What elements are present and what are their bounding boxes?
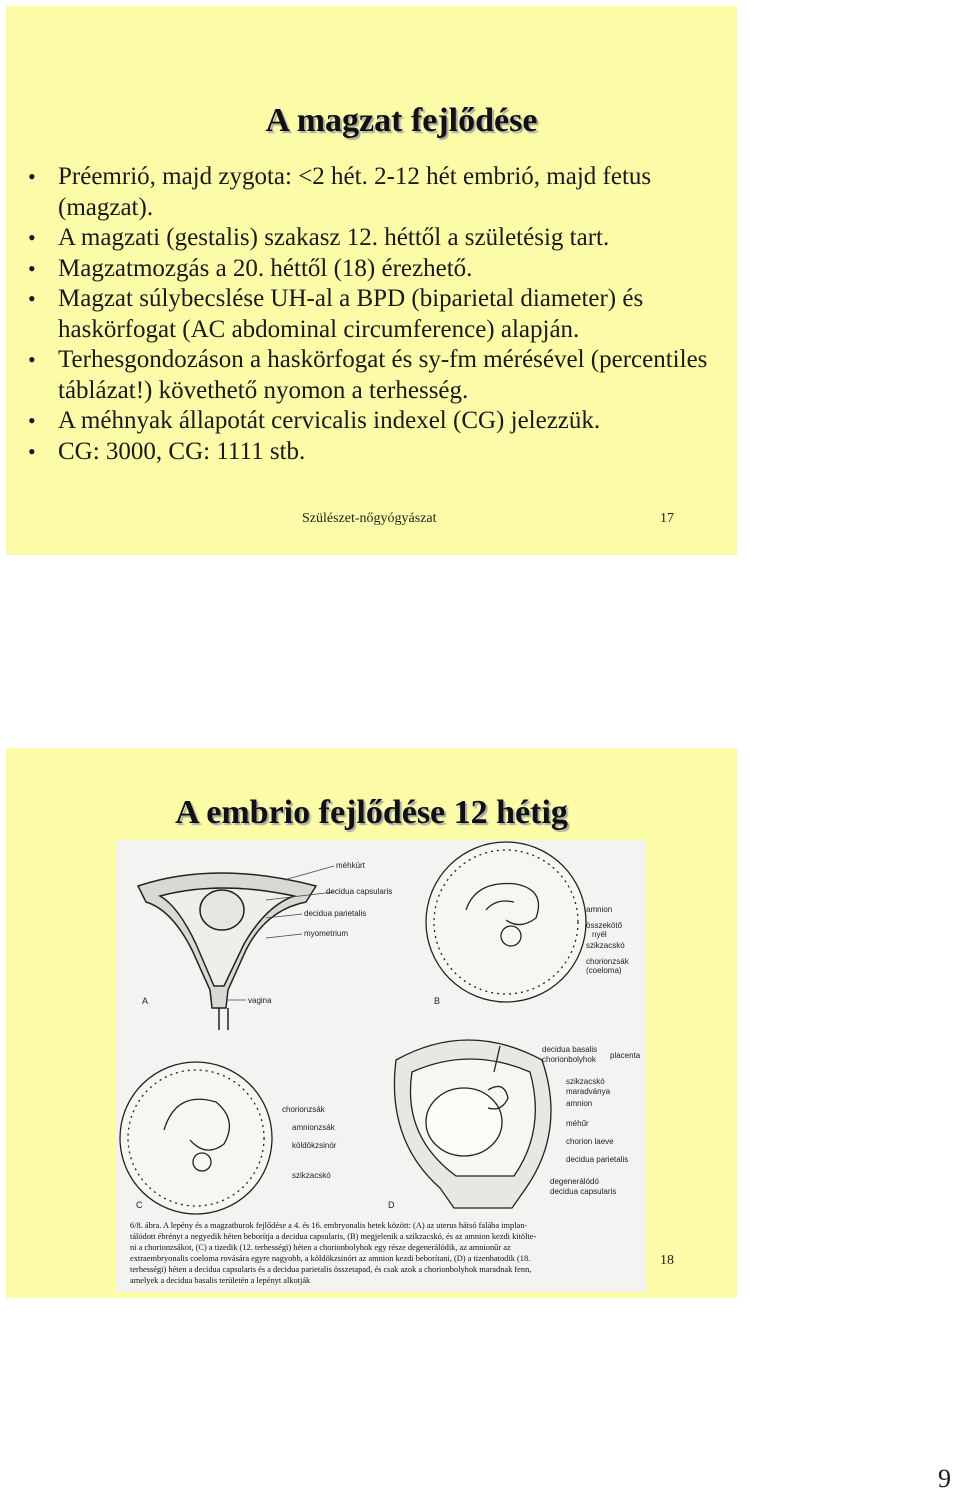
bullet-dot-icon: • — [28, 286, 36, 311]
panel-letter: D — [388, 1200, 395, 1210]
label: szikzacskó — [292, 1171, 331, 1180]
bullet-text: Magzatmozgás a 20. héttől (18) érezhető. — [58, 254, 473, 282]
bullet-text: CG: 3000, CG: 1111 stb. — [58, 437, 306, 465]
bullet-dot-icon: • — [28, 438, 36, 464]
label: maradványa — [566, 1087, 611, 1096]
label: decidua capsularis — [326, 887, 393, 896]
label: decidua parietalis — [566, 1155, 629, 1164]
slide-18 — [6, 748, 737, 1298]
bullet-text: Magzat súlybecslése UH-al a BPD (biparietal diameter) és haskörfogat (AC abdominal circumference) alapján. — [58, 285, 644, 343]
slide-number: 17 — [660, 511, 674, 526]
caption-line: amelyek a decidua basalis területén a lepényt alkotják — [130, 1276, 311, 1285]
label: vagina — [248, 996, 272, 1005]
panel-letter: A — [142, 996, 149, 1006]
slide-title: A magzat fejlődése — [265, 102, 538, 139]
label: szikzacskó — [566, 1077, 605, 1086]
caption-line: 6/8. ábra. A lepény és a magzatburok fejlődése a 4. és 16. embryonalis hetek között: (A) az uterus hátsó falába implan- — [130, 1221, 528, 1230]
label: chorion laeve — [566, 1137, 614, 1146]
bullet-item — [6, 345, 731, 406]
label: nyél — [592, 930, 607, 939]
page-number: 9 — [938, 1464, 951, 1493]
slide-number: 18 — [660, 1253, 674, 1268]
bullet-text: A magzati (gestalis) szakasz 12. héttől a születésig tart. — [58, 224, 610, 251]
label: degenerálódó — [550, 1177, 599, 1186]
figure-caption — [130, 1221, 536, 1285]
label: méhkürt — [336, 861, 365, 870]
bullet-text: Terhesgondozáson a haskörfogat és sy-fm mérésével (percentiles táblázat!) követhető nyomon a terhesség. — [58, 346, 708, 404]
panel-b-chorion — [426, 842, 586, 1002]
panel-d-fetus — [394, 1040, 551, 1208]
slide-footer: Szülészet-nőgyógyászat — [302, 511, 437, 526]
label: amnionzsák — [292, 1123, 335, 1132]
caption-line: terhességi) héten a decidua capsularis és a decidua parietalis összetapad, és csak azok a chorionbolyhok maradnak fenn, — [130, 1265, 532, 1274]
label: placenta — [610, 1051, 641, 1060]
panel-a-uterus — [138, 873, 316, 1030]
bullet-item — [6, 254, 731, 285]
slide-title: A embrio fejlődése 12 hétig — [175, 794, 568, 831]
bullet-item — [6, 437, 731, 468]
panel-letter: C — [136, 1200, 143, 1210]
caption-line: tálódott ébrényt a negyedik héten beborítja a decidua capsularis, (B) megjelenik a szikzacskó, és az amnion kezdi kitölte- — [130, 1232, 537, 1241]
bullet-text: A méhnyak állapotát cervicalis indexel (CG) jelezzük. — [58, 407, 601, 434]
bullet-item — [6, 162, 731, 223]
bullet-list — [6, 162, 731, 467]
bullet-item — [6, 223, 731, 254]
panel-letter: B — [434, 996, 441, 1006]
bullet-dot-icon: • — [28, 225, 36, 250]
caption-line: extraembryonalis coeloma rovására egyre nagyobb, a köldökzsinórt az amnion kezdi beborítani, (D) a tizenhatodik (18. — [130, 1254, 531, 1263]
bullet-dot-icon: • — [28, 255, 36, 281]
bullet-item — [6, 284, 731, 345]
label: köldökzsinór — [292, 1141, 337, 1150]
label: chorionzsák — [282, 1105, 325, 1114]
label: chorionbolyhok — [542, 1055, 596, 1064]
label: összekötő — [586, 921, 623, 930]
bullet-item — [6, 406, 731, 437]
embryo-development-figure — [116, 840, 646, 1292]
label: amnion — [566, 1099, 593, 1108]
label: amnion — [586, 905, 613, 914]
bullet-text: Préemrió, majd zygota: <2 hét. 2-12 hét embrió, majd fetus (magzat). — [58, 163, 652, 221]
label: decidua basalis — [542, 1045, 598, 1054]
panel-c-embryo — [120, 1062, 272, 1214]
label: decidua capsularis — [550, 1187, 617, 1196]
label: méhűr — [566, 1119, 589, 1128]
bullet-dot-icon: • — [28, 347, 36, 372]
label: (coeloma) — [586, 966, 622, 975]
label: chorionzsák — [586, 957, 629, 966]
label: myometrium — [304, 929, 349, 938]
bullet-dot-icon: • — [28, 408, 36, 433]
slide-17 — [6, 6, 737, 555]
bullet-dot-icon: • — [28, 164, 36, 189]
caption-line: ni a chorionzsákot, (C) a tizedik (12. terhességi) héten a chorionbolyhok egy része degenerálódik, az amnionűr az — [130, 1243, 511, 1252]
label: szikzacskó — [586, 941, 625, 950]
label: decidua parietalis — [304, 909, 367, 918]
